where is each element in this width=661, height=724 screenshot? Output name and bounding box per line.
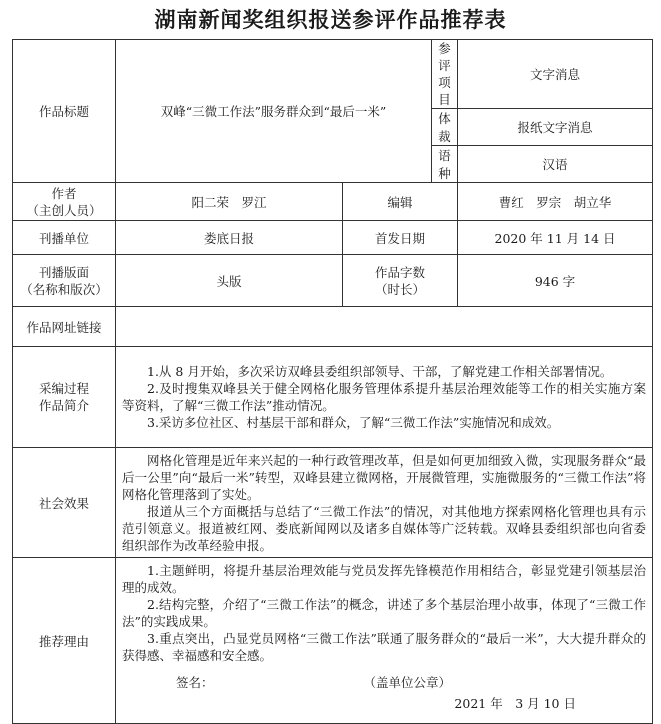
publisher-label: 刊播单位: [13, 221, 116, 255]
category-value: 文字消息: [458, 40, 653, 109]
signature-line: [122, 674, 646, 691]
signature-label: 签名：: [176, 675, 214, 690]
effect-text: [116, 448, 653, 558]
process-text: [116, 347, 653, 448]
reason-paragraph: 2.结构完整，介绍了“三微工作法”的概念，讲述了多个基层治理小故事，体现了“三微工作法”的实践成果。: [122, 597, 646, 629]
genre-label: 体裁: [432, 109, 458, 146]
process-paragraph: 3.采访多位社区、村基层干部和群众，了解“三微工作法”实施情况和成效。: [147, 415, 560, 430]
layout-value: 头版: [116, 255, 343, 307]
effect-paragraph: 网格化管理是近年来兴起的一种行政管理改革，但是如何更加细致入微，实现服务群众“最后一公里”向“最后一米”转型，双峰县建立微网格，开展微管理，实施微服务的“三微工作法”将网格化管理落到了实处。: [122, 452, 646, 502]
publisher-value: 娄底日报: [116, 221, 343, 255]
first-pub-date-label: 首发日期: [343, 221, 458, 255]
recommendation-form: [12, 39, 653, 724]
editor-value: 曹红 罗宗 胡立华: [458, 183, 653, 221]
editor-label: 编辑: [343, 183, 458, 221]
author-label: 作者 （主创人员）: [13, 183, 116, 221]
process-label: 采编过程 作品简介: [13, 347, 116, 448]
language-label: 语种: [432, 146, 458, 183]
page-title: 湖南新闻奖组织报送参评作品推荐表: [154, 8, 507, 32]
author-value: 阳二荣 罗江: [116, 183, 343, 221]
category-label: 参评 项目: [432, 40, 458, 109]
stamp-label: （盖单位公章）: [363, 675, 452, 690]
word-count-value: 946 字: [458, 255, 653, 307]
layout-label: 刊播版面 （名称和版次）: [13, 255, 116, 307]
effect-paragraph: 报道从三个方面概括与总结了“三微工作法”的情况，对其他地方探索网格化管理也具有示范引领意义。报道被红网、娄底新闻网以及诸多自媒体等广泛转载。双峰县委组织部也向省委组织部作为改革经验申报。: [122, 503, 646, 553]
first-pub-date-value: 2020 年 11 月 14 日: [458, 221, 653, 255]
work-title-label: 作品标题: [13, 40, 116, 183]
language-value: 汉语: [458, 146, 653, 183]
reason-paragraph: 3.重点突出，凸显党员网格“三微工作法”联通了服务群众的“最后一米”，大大提升群众的获得感、幸福感和安全感。: [122, 631, 646, 663]
process-paragraph: 2.及时搜集双峰县关于健全网格化服务管理体系提升基层治理效能等工作的相关实施方案等资料，了解“三微工作法”推动情况。: [122, 381, 646, 413]
reason-paragraph: 1.主题鲜明，将提升基层治理效能与党员发挥先锋模范作用相结合，彰显党建引领基层治理的成效。: [122, 563, 646, 595]
reason-text: [116, 558, 653, 724]
reason-label: 推荐理由: [13, 558, 116, 724]
effect-label: 社会效果: [13, 448, 116, 558]
url-label: 作品网址链接: [13, 307, 116, 347]
genre-value: 报纸文字消息: [458, 109, 653, 146]
signature-date: 2021 年 3 月 10 日: [454, 696, 576, 711]
work-title-value: 双峰“三微工作法”服务群众到“最后一米”: [116, 40, 432, 183]
process-paragraph: 1.从 8 月开始，多次采访双峰县委组织部领导、干部，了解党建工作相关部署情况。: [147, 364, 613, 379]
url-value: [116, 307, 653, 347]
word-count-label: 作品字数 （时长）: [343, 255, 458, 307]
